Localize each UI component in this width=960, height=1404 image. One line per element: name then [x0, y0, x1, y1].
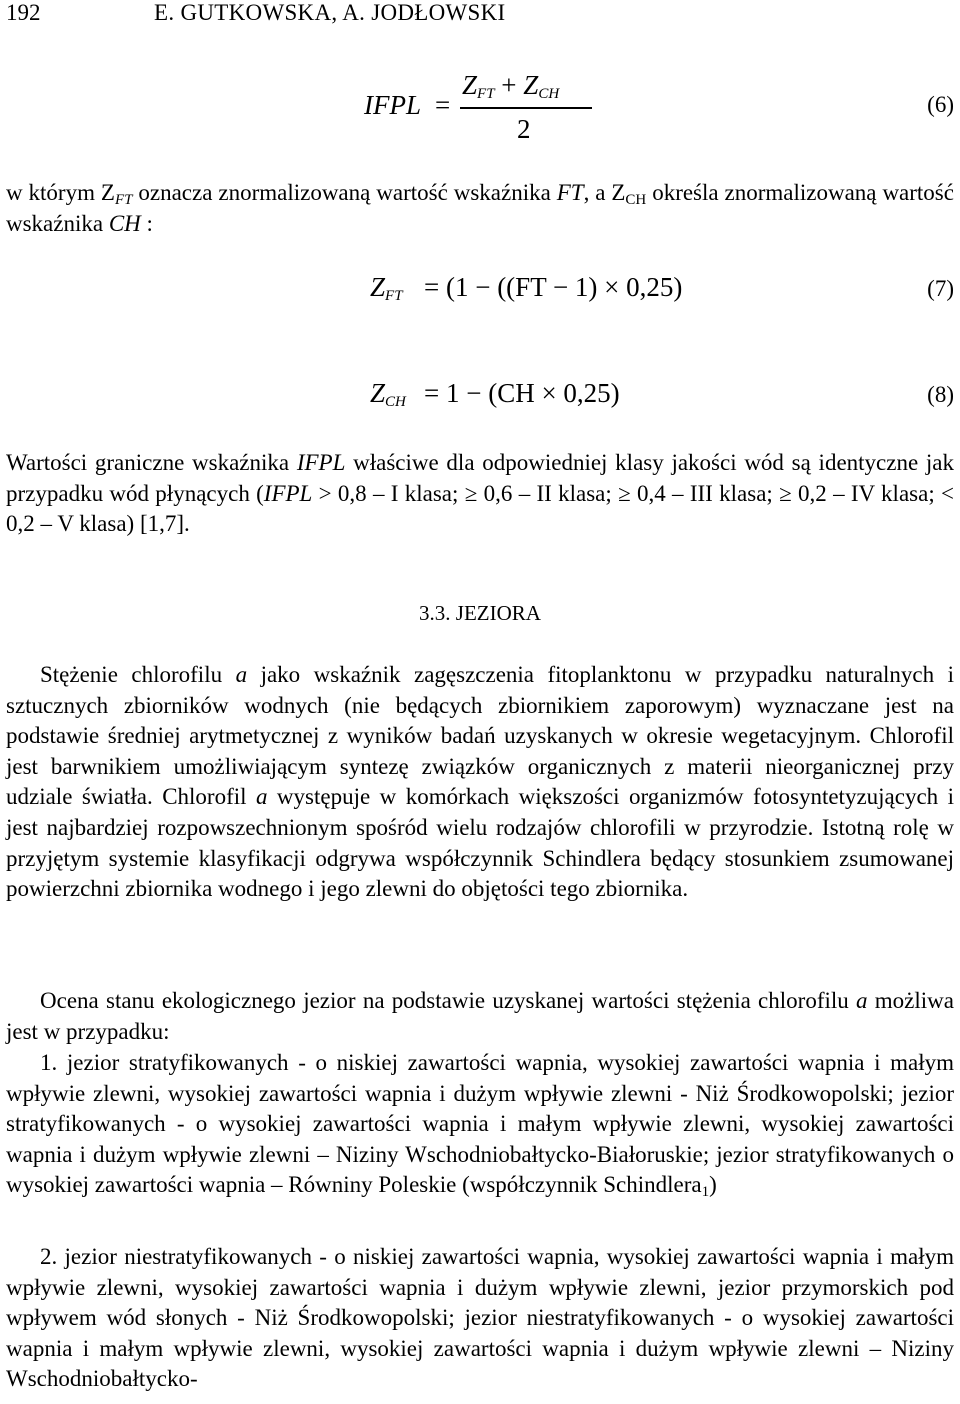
list-item-2: 2. jezior niestratyfikowanych - o niskiej zawartości wapnia, wysokiej zawartości wapnia i małym wpływie zlewni, wysokiej zawartości wapnia i dużym wpływie zlewni, jezior przymorskich pod wpływem wód słonych - Niż Środkowopolski; jezior niestratyfikowanych - o wysokiej zawartości wapnia i małym wpływie zlewni, wysokiej zawartości wapnia i dużym wpływie zlewni – Niziny Wschodniobałtycko-	[6, 1244, 954, 1392]
eq7-label: (7)	[927, 276, 954, 301]
running-title: E. GUTKOWSKA, A. JODŁOWSKI	[154, 0, 506, 25]
eq6-equals: =	[435, 90, 451, 120]
eq6-label: (6)	[927, 92, 954, 117]
equation-8	[0, 374, 960, 424]
equation-6	[0, 60, 960, 150]
eq8-rhs: = 1 − (CH × 0,25)	[424, 378, 620, 408]
eq6-denominator: 2	[517, 114, 531, 144]
eq7-lhs: $Z_{FT}$	[370, 272, 403, 304]
paragraph-chlorophyll: Stężenie chlorofilu a jako wskaźnik zagęszczenia fitoplanktonu w przypadku naturalnych i sztucznych zbiorników wodnych (nie będących zbiornikiem zaporowym) wyznaczane jest na podstawie średniej arytmetycznej z wyników badań uzyskanych w okresie wegetacyjnym. Chlorofil jest barwnikiem umożliwiającym syntezę związków organicznych z materii nieorganicznej przy udziale światła. Chlorofil a występuje w komórkach większości organizmów fotosyntetyzujących i jest najbardziej rozpowszechnionym spośród wielu rodzajów chlorofili w przyrodzie. Istotną rolę w przyjętym systemie klasyfikacji odgrywa współczynnik Schindlera będący stosunkiem zsumowanej powierzchni zbiornika wodnego i jego zlewni do objętości tego zbiornika.	[6, 662, 955, 902]
section-title: 3.3. JEZIORA	[419, 601, 541, 625]
eq6-lhs: IFPL	[364, 90, 421, 120]
eq8-label: (8)	[927, 382, 954, 407]
equation-7	[0, 268, 960, 318]
list-item-1: 1. jezior stratyfikowanych - o niskiej zawartości wapnia, wysokiej zawartości wapnia i małym wpływie zlewni, wysokiej zawartości wapnia i dużym wpływie zlewni - Niż Środkowopolski; jezior stratyfikowanych - o wysokiej zawartości wapnia i małym wpływie zlewni, wysokiej zawartości wapnia i dużym wpływie zlewni – Niziny Wschodniobałtycko-Białoruskie; jezior stratyfikowanych o wysokiej zawartości wapnia – Równiny Poleskie (współczynnik Schindlera$_1$)	[6, 1050, 954, 1201]
paragraph-assessment: Ocena stanu ekologicznego jezior na podstawie uzyskanej wartości stężenia chlorofilu a możliwa jest w przypadku:	[6, 988, 954, 1044]
page-number: 192	[6, 0, 41, 25]
eq7-rhs: = (1 − ((FT − 1) × 0,25)	[424, 272, 683, 302]
eq6-fraction-bar	[460, 107, 592, 109]
eq6-explanation: w którym $Z_{FT}$ oznacza znormalizowaną wartość wskaźnika FT, a $Z_{CH}$ określa znormalizowaną wartość wskaźnika CH :	[6, 180, 954, 236]
bounds-paragraph: Wartości graniczne wskaźnika IFPL właściwe dla odpowiedniej klasy jakości wód są identyczne jak przypadku wód płynących (IFPL > 0,8 – I klasa; ≥ 0,6 – II klasa; ≥ 0,4 – III klasa; ≥ 0,2 – IV klasa; < 0,2 – V klasa) [1,7].	[6, 450, 954, 537]
eq6-numerator: $Z_{FT} + Z_{CH}$	[462, 70, 560, 102]
page-header	[6, 0, 954, 30]
eq8-lhs: $Z_{CH}$	[370, 378, 406, 410]
